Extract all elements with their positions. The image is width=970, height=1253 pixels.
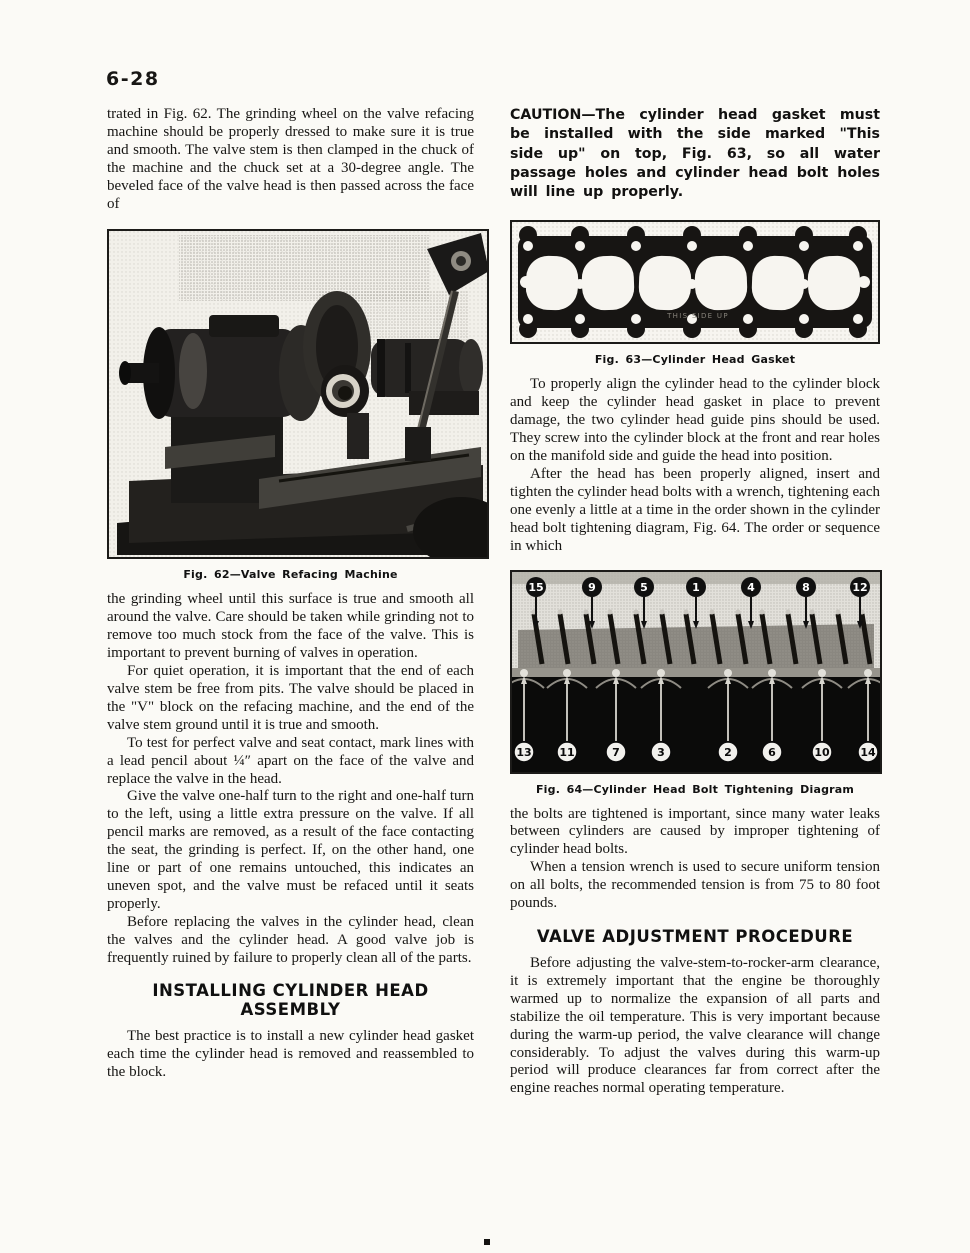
bolt-number-bottom: 11 (559, 745, 575, 759)
caution-note: CAUTION—The cylinder head gasket must be installed with the side marked "This side up" on top, Fig. 63, so all water passage holes and cylinder head bolt holes will line up properly. (510, 107, 880, 201)
bolt-number-bottom: 2 (724, 745, 732, 759)
bolt-number-bottom: 13 (516, 745, 532, 759)
paragraph-valve-refacing-intro: trated in Fig. 62. The grinding wheel on the valve refacing machine should be properly dressed to make sure it is true and smooth. The valve stem is then clamped in the chuck of the machine and the chuck set at a 30-degree angle. The beveled face of the valve head is then passed across the face of (107, 106, 474, 212)
paragraph-grinding-wheel: the grinding wheel until this surface is true and smooth all around the valve. Care should be taken while grinding not to remove too much stock from the face of the valve. This is important to prevent burning of valves in operation. (107, 591, 474, 662)
gasket-stamp-text: THIS SIDE UP (667, 312, 729, 321)
figure-valve-refacing-machine (107, 229, 489, 559)
paragraph-tighten-bolts: After the head has been properly aligned, insert and tighten the cylinder head bolts with a wrench, tightening each one evenly a little at a time in the order shown in the cylinder head bolt tightening diagram, Fig. 64. The order or sequence in which (510, 466, 880, 554)
bolt-number-bottom: 14 (860, 745, 876, 759)
paragraph-bolt-order-importance: the bolts are tightened is important, since many water leaks between cylinders are caused by improper tightening of cylinder head bolts. (510, 805, 880, 858)
bolt-number-bottom: 3 (657, 745, 665, 759)
valve-refacing-machine-photo (109, 231, 487, 557)
bolt-number-top: 12 (852, 580, 868, 594)
bolt-number-top: 8 (802, 580, 810, 594)
bolt-number-bottom: 6 (768, 745, 776, 759)
left-column (107, 106, 474, 1082)
paragraph-tension-wrench: When a tension wrench is used to secure uniform tension on all bolts, the recommended tension is from 75 to 80 foot pounds. (510, 859, 880, 912)
bolt-number-top: 5 (640, 580, 648, 594)
paragraph-seat-contact-test: To test for perfect valve and seat contact, mark lines with a lead pencil about ¼″ apart on the face of the valve and replace the valve in the head. (107, 734, 474, 787)
right-column (510, 106, 880, 1098)
paragraph-quiet-operation: For quiet operation, it is important that the end of each valve stem be free from pits. The valve should be placed in the "V" block on the refacing machine, and the end of the valve stem ground until it is true and smooth. (107, 663, 474, 733)
paragraph-clean-parts: Before replacing the valves in the cylinder head, clean the valves and the cylinder head. A good valve job is frequently ruined by failure to properly clean all of the parts. (107, 913, 474, 966)
bolt-number-top: 1 (692, 580, 700, 594)
figure-cylinder-head-gasket (510, 220, 880, 344)
cylinder-head-gasket-photo (512, 222, 878, 342)
paragraph-align-head: To properly align the cylinder head to the cylinder block and keep the cylinder head gasket in place to prevent damage, the two cylinder head guide pins should be used. They screw into the cylinder block at the front and rear holes on the manifold side and guide the head into position. (510, 376, 880, 465)
paragraph-warm-up: Before adjusting the valve-stem-to-rocker-arm clearance, it is extremely important that the engine be thoroughly warmed up to normalize the expansion of all parts and stabilize the oil temperature. This is very important because during the warm-up period, the valve clearance will change considerably. To adjust the valves during this warm-up period will produce clearances far from correct after the engine reaches normal operating temperature. (510, 954, 880, 1097)
bolt-number-top: 4 (747, 580, 755, 594)
bolt-number-top: 9 (588, 580, 596, 594)
bolt-tightening-diagram-photo (512, 572, 880, 772)
figure-bolt-tightening-diagram (510, 570, 882, 774)
fig64-caption: Fig. 64—Cylinder Head Bolt Tightening Diagram (535, 782, 855, 796)
bolt-number-bottom: 10 (814, 745, 830, 759)
page-bottom-mark (484, 1239, 490, 1245)
fig63-caption: Fig. 63—Cylinder Head Gasket (594, 353, 796, 367)
paragraph-half-turn-test: Give the valve one-half turn to the right and one-half turn to the left, using a little extra pressure on the valve. If all pencil marks are removed, as a result of the face contacting the seat, the grinding is perfect. If, on the other hand, one line or part of one remains untouched, this indicates an uneven spot, and the valve must be refaced until it seats properly. (107, 788, 474, 912)
bolt-number-top: 15 (528, 580, 544, 594)
section-heading-installing-cylinder-head: INSTALLING CYLINDER HEAD ASSEMBLY (152, 981, 429, 1020)
page-number: 6-28 (106, 68, 160, 90)
fig62-caption: Fig. 62—Valve Refacing Machine (183, 568, 398, 582)
bolt-number-bottom: 7 (612, 745, 620, 759)
section-heading-valve-adjustment: VALVE ADJUSTMENT PROCEDURE (536, 926, 854, 946)
paragraph-new-gasket: The best practice is to install a new cylinder head gasket each time the cylinder head is removed and reassembled to the block. (107, 1028, 474, 1081)
